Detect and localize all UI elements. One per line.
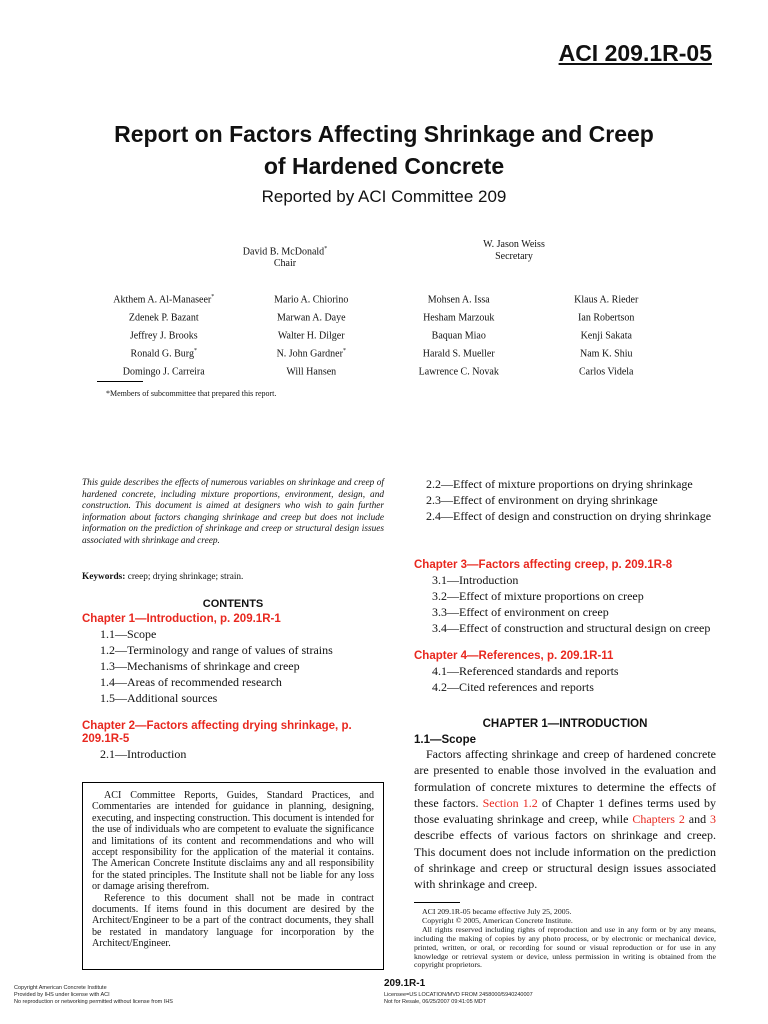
member-entry (533, 308, 681, 326)
member-name: Zdenek P. Bazant (128, 312, 199, 324)
member-name: Klaus A. Rieder (574, 294, 639, 306)
member-entry (238, 308, 386, 326)
member-entry (385, 344, 533, 362)
secretary-block (444, 239, 584, 263)
toc-item[interactable]: 1.5—Additional sources (100, 691, 218, 705)
member-name: Ian Robertson (578, 312, 635, 324)
member-name: Kenji Sakata (580, 330, 632, 342)
member-name: Lawrence C. Novak (418, 366, 499, 378)
scope-paragraph (414, 746, 716, 893)
committee-members (90, 290, 680, 380)
disclaimer-box (82, 782, 384, 970)
disclaimer-para-1: ACI Committee Reports, Guides, Standard Practices, and Commentaries are intended for guidance in planning, designing, executing, and inspecting construction. This document is intended for the use of individuals who are competent to evaluate the significance and limitations of its content and recommendations and who will accept responsibility for the application of the material it contains. The American Concrete Institute disclaims any and all responsibility for the stated principles. The Institute shall not be liable for any loss or damage arising therefrom. (92, 790, 374, 893)
member-mark: * (342, 348, 346, 355)
member-entry (238, 290, 386, 308)
chair-block (215, 243, 355, 270)
footer-right (384, 992, 533, 1006)
contents-heading: CONTENTS (202, 598, 264, 610)
member-entry (90, 308, 238, 326)
toc-left-column (82, 613, 384, 762)
effective-note: ACI 209.1R-05 became effective July 25, 2005. (422, 907, 572, 916)
member-name: Walter H. Dilger (277, 330, 345, 342)
note-rule (414, 902, 460, 903)
toc-item[interactable]: 3.3—Effect of environment on creep (432, 605, 609, 619)
toc-chapter-heading[interactable]: Chapter 2—Factors affecting drying shrinkage, p. 209.1R-5 (82, 720, 352, 745)
member-name: Ronald G. Burg (130, 348, 194, 360)
toc-item[interactable]: 3.2—Effect of mixture proportions on creep (432, 589, 644, 603)
member-name: Domingo J. Carreira (122, 366, 205, 378)
scope-text-b: of Chapter 1 defines terms used by those evaluating shrinkage and creep, while (414, 795, 716, 827)
member-entry (385, 308, 533, 326)
member-entry (533, 290, 681, 308)
keywords-list: creep; drying shrinkage; strain. (125, 572, 244, 582)
member-entry (90, 362, 238, 380)
member-entry (238, 326, 386, 344)
member-name: Akthem A. Al-Manaseer (113, 294, 212, 306)
toc-item[interactable]: 4.2—Cited references and reports (432, 680, 594, 694)
toc-item[interactable]: 3.4—Effect of construction and structural design on creep (432, 621, 711, 635)
footer-right-line: Licensee=US LOCATION/MVD FROM 2458000/5940240007 (384, 992, 533, 998)
scope-text-a: Factors affecting shrinkage and creep of hardened concrete are presented to enable those involved in the evaluation and formulation of concrete mixtures to determine the effects of these factors. (414, 747, 716, 810)
toc-items (414, 663, 716, 695)
abstract: This guide describes the effects of numerous variables on shrinkage and creep of hardened concrete, including mixture proportions, environment, design, and construction. This document is aimed at designers who wish to gain further information about factors changing shrinkage and creep but does not include information on the prediction of shrinkage and creep or structural design issues associated with shrinkage and creep. (82, 478, 384, 546)
toc-item[interactable]: 2.1—Introduction (100, 747, 187, 761)
report-title (60, 118, 708, 182)
toc-item[interactable]: 1.3—Mechanisms of shrinkage and creep (100, 659, 300, 673)
scope-heading: 1.1—Scope (414, 734, 476, 746)
footer-left-line: Provided by IHS under license with ACI (14, 991, 110, 998)
toc-right-continued (414, 476, 716, 524)
toc-item[interactable]: 1.2—Terminology and range of values of strains (100, 643, 333, 657)
title-line-1: Report on Factors Affecting Shrinkage and Creep (114, 121, 654, 147)
member-name: Hesham Marzouk (423, 312, 495, 324)
scope-text-c: and (684, 812, 710, 827)
member-entry (533, 326, 681, 344)
member-entry (90, 290, 238, 308)
link-chapter-2[interactable]: Chapters 2 (632, 812, 685, 827)
toc-items (82, 626, 384, 706)
page-number: 209.1R-1 (384, 978, 426, 989)
member-name: Carlos Videla (579, 366, 634, 378)
toc-item[interactable]: 2.4—Effect of design and construction on drying shrinkage (426, 509, 712, 523)
title-line-2: of Hardened Concrete (263, 153, 505, 179)
chair-name: David B. McDonald (242, 246, 325, 258)
toc-item[interactable]: 3.1—Introduction (432, 573, 519, 587)
toc-chapter-heading[interactable]: Chapter 4—References, p. 209.1R-11 (414, 650, 614, 662)
scope-text-d: describe effects of various factors on shrinkage and creep. This document does not include information on the prediction of shrinkage and creep or structural design issues associated with shrinkage and creep. (414, 828, 716, 892)
chair-role: Chair (273, 258, 297, 270)
member-mark: * (193, 348, 197, 355)
toc-item[interactable]: 2.2—Effect of mixture proportions on drying shrinkage (426, 477, 693, 491)
members-footnote: *Members of subcommittee that prepared this report. (106, 389, 277, 398)
chapter-1-heading: CHAPTER 1—INTRODUCTION (482, 718, 648, 730)
footer-right-line: Not for Resale, 06/25/2007 09:41:05 MDT (384, 998, 487, 1005)
member-entry (238, 362, 386, 380)
member-name: Marwan A. Daye (276, 312, 346, 324)
secretary-name: W. Jason Weiss (483, 239, 545, 250)
toc-items (82, 746, 384, 762)
document-number: ACI 209.1R-05 (558, 40, 712, 66)
keywords (82, 572, 243, 582)
chair-mark: * (324, 246, 328, 252)
link-chapter-3[interactable]: 3 (710, 812, 716, 827)
member-name: Jeffrey J. Brooks (129, 330, 198, 342)
toc-chapter-heading[interactable]: Chapter 3—Factors affecting creep, p. 209.1R-8 (414, 559, 673, 571)
footer-left-line: Copyright American Concrete Institute (14, 985, 107, 991)
footer-left (14, 985, 173, 1005)
keywords-label: Keywords: (82, 572, 126, 582)
toc-item[interactable]: 1.1—Scope (100, 627, 157, 641)
member-name: Will Hansen (286, 366, 337, 378)
member-entry (90, 326, 238, 344)
member-entry (533, 362, 681, 380)
disclaimer-para-2: Reference to this document shall not be made in contract documents. If items found in this document are desired by the Architect/Engineer to be a part of the contract documents, they shall be restated in mandatory language for incorporation by the Architect/Engineer. (92, 892, 374, 950)
toc-item[interactable]: 2.3—Effect of environment on drying shrinkage (426, 493, 658, 507)
member-entry (385, 362, 533, 380)
member-entry (385, 326, 533, 344)
member-mark: * (211, 294, 215, 300)
member-column (90, 290, 238, 380)
member-entry (533, 344, 681, 362)
toc-item[interactable]: 1.4—Areas of recommended research (100, 675, 282, 689)
footnote-rule (97, 381, 143, 382)
toc-item[interactable]: 4.1—Referenced standards and reports (432, 664, 619, 678)
toc-chapter-heading[interactable]: Chapter 1—Introduction, p. 209.1R-1 (82, 613, 281, 625)
member-column (533, 290, 681, 380)
toc-right-column (414, 559, 716, 695)
member-entry (238, 344, 386, 362)
member-entry (385, 290, 533, 308)
footer-left-line: No reproduction or networking permitted without license from IHS (14, 998, 173, 1005)
toc-items (414, 572, 716, 636)
member-name: Mohsen A. Issa (427, 294, 490, 306)
reported-by: Reported by ACI Committee 209 (261, 187, 507, 206)
member-name: N. John Gardner (276, 348, 343, 360)
member-entry (90, 344, 238, 362)
secretary-role: Secretary (495, 251, 533, 262)
copyright-note: Copyright © 2005, American Concrete Institute. (422, 915, 573, 925)
member-name: Mario A. Chiorino (274, 294, 349, 306)
rights-note: All rights reserved including rights of reproduction and use in any form or by any means, including the making of copies by any photo process, or by electronic or mechanical device, printed, written, or oral, or recording for sound or visual reproduction or for use in any knowledge or retrieval system or device, unless permission in writing is obtained from the copyright proprietors. (414, 924, 716, 970)
member-name: Nam K. Shiu (580, 348, 633, 360)
member-column (238, 290, 386, 380)
member-column (385, 290, 533, 380)
copyright-notes (414, 908, 716, 970)
link-section-1-2[interactable]: Section 1.2 (482, 795, 538, 810)
member-name: Harald S. Mueller (422, 348, 495, 360)
member-name: Baquan Miao (431, 330, 486, 342)
